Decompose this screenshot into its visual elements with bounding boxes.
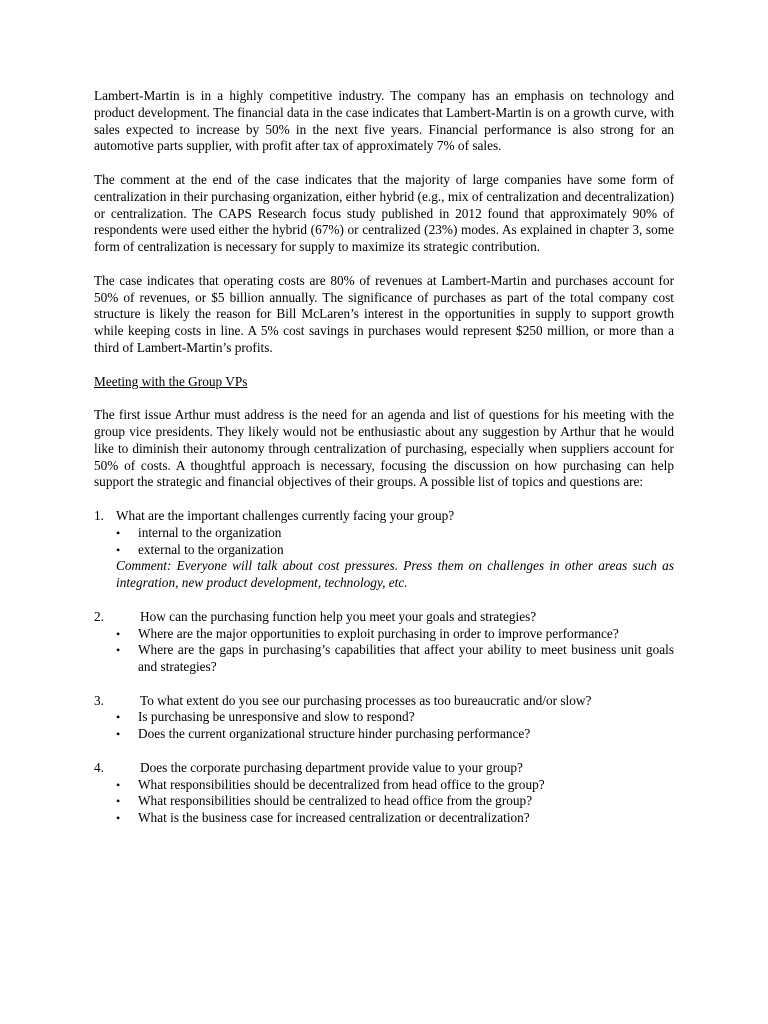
list-item <box>94 642 674 676</box>
bullet-list <box>94 525 674 559</box>
list-item <box>94 793 674 810</box>
question-number: 3. <box>94 692 104 708</box>
bullet-text: Is purchasing be unresponsive and slow to respond? <box>138 709 415 725</box>
bullet-text: What is the business case for increased centralization or decentralization? <box>138 810 530 826</box>
list-item <box>94 726 674 743</box>
list-item <box>94 810 674 827</box>
bullet-list <box>94 777 674 827</box>
bullet-text: Where are the major opportunities to exploit purchasing in order to improve performance? <box>138 625 619 641</box>
bullet-icon: • <box>116 777 121 792</box>
paragraph-industry-overview: Lambert-Martin is in a highly competitive industry. The company has an emphasis on technology and product development. The financial data in the case indicates that Lambert-Martin is on a growth curve, with sales expected to increase by 50% in the next five years. Financial performance is also strong for an automotive parts supplier, with profit after tax of approximately 7% of sales. <box>94 88 674 154</box>
bullet-text: Does the current organizational structure hinder purchasing performance? <box>138 726 531 742</box>
bullet-text: Where are the gaps in purchasing’s capabilities that affect your ability to meet business unit goals and strategies? <box>138 642 674 675</box>
question-text: Does the corporate purchasing department provide value to your group? <box>140 759 523 775</box>
bullet-icon: • <box>116 727 121 742</box>
bullet-list <box>94 626 674 676</box>
question-text: How can the purchasing function help you meet your goals and strategies? <box>140 608 537 624</box>
bullet-icon: • <box>116 643 121 658</box>
question-number: 4. <box>94 759 104 775</box>
bullet-icon: • <box>116 811 121 826</box>
question-text: What are the important challenges currently facing your group? <box>116 507 455 523</box>
question-number: 2. <box>94 608 104 624</box>
bullet-icon: • <box>116 626 121 641</box>
question-2 <box>94 609 674 676</box>
list-item <box>94 626 674 643</box>
bullet-icon: • <box>116 794 121 809</box>
question-number: 1. <box>94 507 104 523</box>
bullet-text: external to the organization <box>138 541 284 557</box>
question-comment: Comment: Everyone will talk about cost pressures. Press them on challenges in other areas such as integration, new product development, technology, etc. <box>116 558 674 591</box>
paragraph-centralization: The comment at the end of the case indicates that the majority of large companies have some form of centralization in their purchasing organization, either hybrid (e.g., mix of centralization and decentralization) or centralization. The CAPS Research focus study published in 2012 found that approximately 90% of respondents were used either the hybrid (67%) or centralized (23%) modes. As explained in chapter 3, some form of centralization is necessary for supply to maximize its strategic contribution. <box>94 171 674 255</box>
question-text: To what extent do you see our purchasing processes as too bureaucratic and/or slow? <box>140 692 592 708</box>
bullet-list <box>94 709 674 743</box>
list-item <box>94 777 674 794</box>
paragraph-operating-costs: The case indicates that operating costs are 80% of revenues at Lambert-Martin and purchases account for 50% of revenues, or $5 billion annually. The significance of purchases as part of the total company cost structure is likely the reason for Bill McLaren’s interest in the opportunities in supply to support growth while keeping costs in line. A 5% cost savings in purchases would represent $250 million, or more than a third of Lambert-Martin’s profits. <box>94 272 674 355</box>
question-1 <box>94 508 674 592</box>
bullet-text: What responsibilities should be decentralized from head office to the group? <box>138 776 545 792</box>
list-item <box>94 525 674 542</box>
bullet-text: internal to the organization <box>138 524 282 540</box>
bullet-icon: • <box>116 542 121 557</box>
paragraph-intro: The first issue Arthur must address is the need for an agenda and list of questions for his meeting with the group vice presidents. They likely would not be enthusiastic about any suggestion by Arthur that he would like to diminish their autonomy through centralization of purchasing, especially when suppliers account for 50% of costs. A thoughtful approach is necessary, focusing the discussion on how purchasing can help support the strategic and financial objectives of their groups. A possible list of topics and questions are: <box>94 407 674 490</box>
list-item <box>94 709 674 726</box>
list-item <box>94 542 674 559</box>
bullet-icon: • <box>116 525 121 540</box>
question-4 <box>94 760 674 827</box>
question-3 <box>94 693 674 743</box>
bullet-icon: • <box>116 710 121 725</box>
document-page <box>94 88 674 844</box>
bullet-text: What responsibilities should be centralized to head office from the group? <box>138 793 533 809</box>
section-heading: Meeting with the Group VPs <box>94 373 248 389</box>
